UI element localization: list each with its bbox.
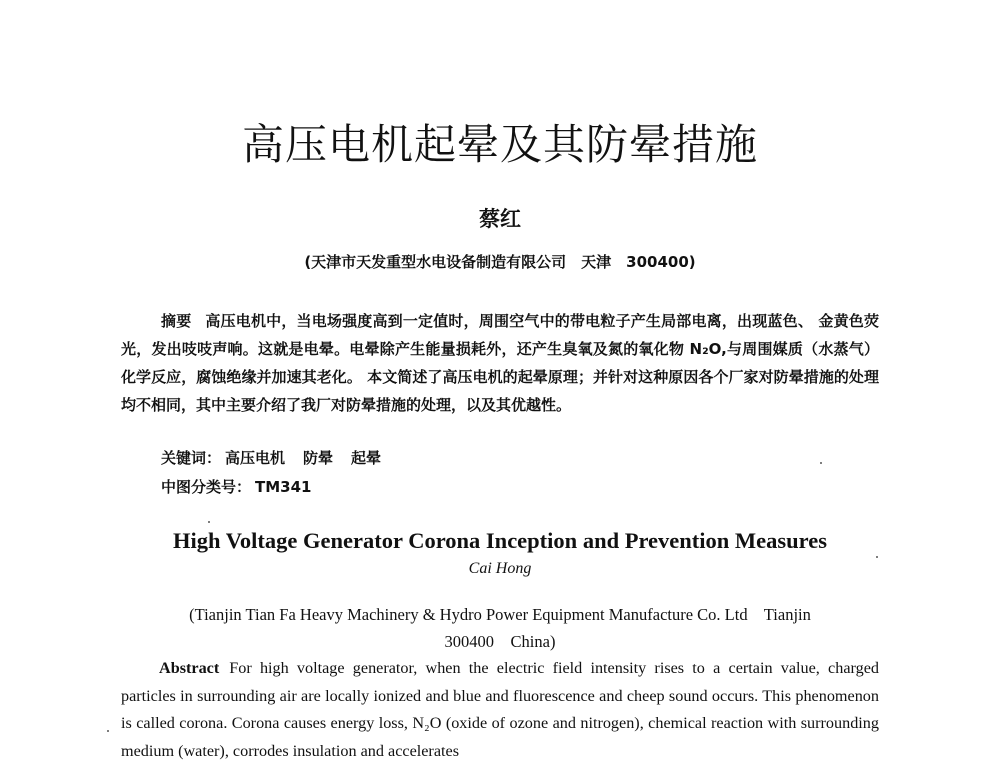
classification-code: TM341 [255, 478, 312, 496]
english-affiliation-line: (Tianjin Tian Fa Heavy Machinery & Hydro Power Equipment Manufacture Co. Ltd Tianjin [189, 605, 811, 624]
english-abstract-label: Abstract [159, 659, 220, 677]
english-affiliation [150, 601, 850, 655]
english-title: High Voltage Generator Corona Inception and Prevention Measures [173, 528, 827, 553]
scan-speck [107, 730, 109, 732]
chinese-title: 高压电机起晕及其防晕措施 [241, 120, 758, 169]
chinese-author: 蔡红 [479, 207, 521, 231]
keyword: 高压电机 [225, 449, 286, 467]
english-author: Cai Hong [468, 560, 532, 577]
english-abstract [121, 655, 879, 765]
scan-speck [208, 521, 210, 523]
scan-speck [820, 462, 822, 464]
keyword: 防晕 [303, 449, 334, 467]
keyword: 起晕 [351, 449, 382, 467]
chinese-abstract-label: 摘要 [161, 312, 192, 330]
chinese-abstract [121, 307, 879, 419]
chinese-classification [161, 476, 312, 497]
chinese-abstract-text: 高压电机中，当电场强度高到一定值时，周围空气中的带电粒子产生局部电离，出现蓝色、 金黄色荧光，发出吱吱声响。这就是电晕。电晕除产生能量损耗外，还产生臭氧及氮的氧化物 N₂O,与周围媒质（水蒸气）化学反应，腐蚀绝缘并加速其老化。 本文简述了高压电机的起晕原理；并针对这种原因各个厂家对防晕措施的处理均不相同，其中主要介绍了我厂对防晕措施的处理，以及其优越性。 [121, 312, 879, 414]
scan-speck [876, 556, 878, 558]
chinese-affiliation: (天津市天发重型水电设备制造有限公司 天津 300400) [304, 253, 696, 271]
chinese-keywords [161, 447, 399, 468]
keywords-label: 关键词： [161, 449, 222, 467]
english-affiliation-line: 300400 China) [444, 632, 556, 651]
english-abstract-text: For high voltage generator, when the electric field intensity rises to a certain value, charged particles in surrounding air are locally ionized and blue and fluorescence and cheep sound occurs. This phenomenon is called corona. Corona causes energy loss, N₂O (oxide of ozone and nitrogen), chemical reaction with surrounding medium (water), corrodes insulation and accelerates [121, 659, 879, 760]
classification-label: 中图分类号： [161, 478, 252, 496]
